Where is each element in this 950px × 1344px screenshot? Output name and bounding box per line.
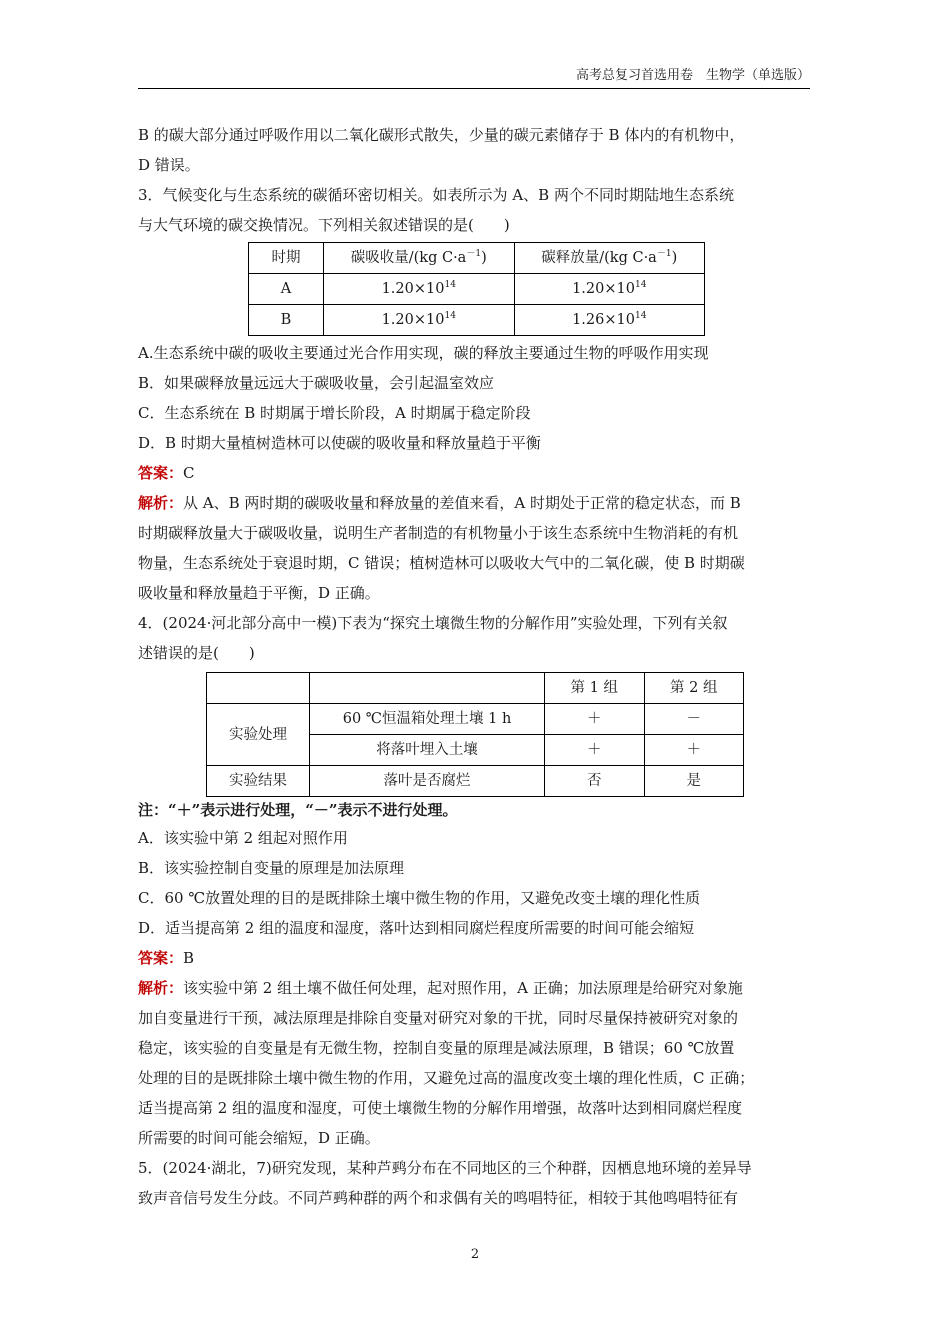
q3-stem: 3．气候变化与生态系统的碳循环密切相关。如表所示为 A、B 两个不同时期陆地生态系统 xyxy=(138,186,734,204)
answer-label: 答案： xyxy=(138,464,184,482)
table-cell: ＋ xyxy=(545,704,645,735)
table-row xyxy=(249,305,705,336)
q3-option-d: D．B 时期大量植树造林可以使碳的吸收量和释放量趋于平衡 xyxy=(138,434,541,452)
table-row xyxy=(207,704,744,735)
page-content xyxy=(138,120,810,1213)
q3-option-c: C．生态系统在 B 时期属于增长阶段，A 时期属于稳定阶段 xyxy=(138,404,531,422)
table-cell: 否 xyxy=(545,766,645,797)
table-cell: ＋ xyxy=(644,735,744,766)
answer-label: 答案： xyxy=(138,949,184,967)
q4-analysis: 适当提高第 2 组的温度和湿度，可使土壤微生物的分解作用增强，故落叶达到相同腐烂程度 xyxy=(138,1099,743,1117)
q3-stem: 与大气环境的碳交换情况。下列相关叙述错误的是( ) xyxy=(138,216,510,234)
table-header-cell: 碳释放量/(kg $C\cdot a^{-1}$) xyxy=(514,243,705,274)
q3-table xyxy=(248,242,705,336)
q4-stem: 述错误的是( ) xyxy=(138,644,255,662)
q3-analysis: 物量，生态系统处于衰退时期，C 错误；植树造林可以吸收大气中的二氧化碳，使 B 时期碳 xyxy=(138,554,745,572)
page-number: 2 xyxy=(470,1247,480,1262)
table-cell: $1.20\times 10^{14}$ xyxy=(514,274,705,305)
table-cell: $1.26\times 10^{14}$ xyxy=(514,305,705,336)
table-cell: 实验结果 xyxy=(207,766,310,797)
q4-analysis: 处理的目的是既排除土壤中微生物的作用，又避免过高的温度改变土壤的理化性质，C 正确； xyxy=(138,1069,755,1087)
header-text: 高考总复习首选用卷 生物学（单选版） xyxy=(575,68,810,83)
table-cell: B xyxy=(249,305,324,336)
table-cell: $1.20\times 10^{14}$ xyxy=(324,305,515,336)
table-cell: A xyxy=(249,274,324,305)
table-cell: 60 ℃恒温箱处理土壤 1 h xyxy=(310,704,545,735)
analysis-label: 解析： xyxy=(138,979,184,997)
q4-option-a: A．该实验中第 2 组起对照作用 xyxy=(138,829,348,847)
q4-analysis: 解析：该实验中第 2 组土壤不做任何处理，起对照作用，A 正确；加法原理是给研究对象施 xyxy=(138,979,743,997)
page-header xyxy=(138,66,810,89)
table-cell: 是 xyxy=(644,766,744,797)
table-row xyxy=(207,766,744,797)
q3-option-b: B．如果碳释放量远远大于碳吸收量，会引起温室效应 xyxy=(138,374,495,392)
table-cell: 实验处理 xyxy=(207,704,310,766)
table-header-cell: 第 2 组 xyxy=(644,673,744,704)
q4-answer xyxy=(138,943,810,973)
q4-analysis: 加自变量进行干预，减法原理是排除自变量对研究对象的干扰，同时尽量保持被研究对象的 xyxy=(138,1009,739,1027)
table-cell: 将落叶埋入土壤 xyxy=(310,735,545,766)
table-header-cell: 碳吸收量/(kg $C\cdot a^{-1}$) xyxy=(324,243,515,274)
q4-analysis: 稳定，该实验的自变量是有无微生物，控制自变量的原理是减法原理，B 错误；60 ℃放置 xyxy=(138,1039,735,1057)
q3-analysis: 时期碳释放量大于碳吸收量，说明生产者制造的有机物量小于该生态系统中生物消耗的有机 xyxy=(138,524,739,542)
table-cell: $1.20\times 10^{14}$ xyxy=(324,274,515,305)
q4-table xyxy=(206,672,744,797)
intro-line: B 的碳大部分通过呼吸作用以二氧化碳形式散失，少量的碳元素储存于 B 体内的有机物中， xyxy=(138,126,745,144)
intro-line: D 错误。 xyxy=(138,156,200,174)
table-header-cell: 时期 xyxy=(249,243,324,274)
q4-option-b: B．该实验控制自变量的原理是加法原理 xyxy=(138,859,405,877)
q5-stem: 5．(2024·湖北，7)研究发现，某种芦鹀分布在不同地区的三个种群，因栖息地环境的差异导 xyxy=(138,1159,752,1177)
q4-analysis: 所需要的时间可能会缩短，D 正确。 xyxy=(138,1129,380,1147)
q5-stem: 致声音信号发生分歧。不同芦鹀种群的两个和求偶有关的鸣唱特征，相较于其他鸣唱特征有 xyxy=(138,1189,739,1207)
table-row xyxy=(207,673,744,704)
answer-value: C xyxy=(183,464,195,482)
analysis-label: 解析： xyxy=(138,494,184,512)
table-cell: ＋ xyxy=(545,735,645,766)
q3-analysis: 解析：从 A、B 两时期的碳吸收量和释放量的差值来看，A 时期处于正常的稳定状态，而 B xyxy=(138,494,741,512)
q3-option-a: A.生态系统中碳的吸收主要通过光合作用实现，碳的释放主要通过生物的呼吸作用实现 xyxy=(138,344,709,362)
q3-analysis: 吸收量和释放量趋于平衡，D 正确。 xyxy=(138,584,380,602)
q4-option-c: C．60 ℃放置处理的目的是既排除土壤中微生物的作用，又避免改变土壤的理化性质 xyxy=(138,889,701,907)
q4-option-d: D．适当提高第 2 组的温度和湿度，落叶达到相同腐烂程度所需要的时间可能会缩短 xyxy=(138,919,695,937)
table-row xyxy=(249,243,705,274)
table-cell: 落叶是否腐烂 xyxy=(310,766,545,797)
q4-stem: 4．(2024·河北部分高中一模)下表为“探究土壤微生物的分解作用”实验处理，下列有关叙 xyxy=(138,614,728,632)
table-header-cell: 第 1 组 xyxy=(545,673,645,704)
answer-value: B xyxy=(183,949,195,967)
q3-answer xyxy=(138,458,810,488)
table-cell: － xyxy=(644,704,744,735)
table-row xyxy=(249,274,705,305)
q4-note: 注：“＋”表示进行处理，“－”表示不进行处理。 xyxy=(138,801,458,819)
